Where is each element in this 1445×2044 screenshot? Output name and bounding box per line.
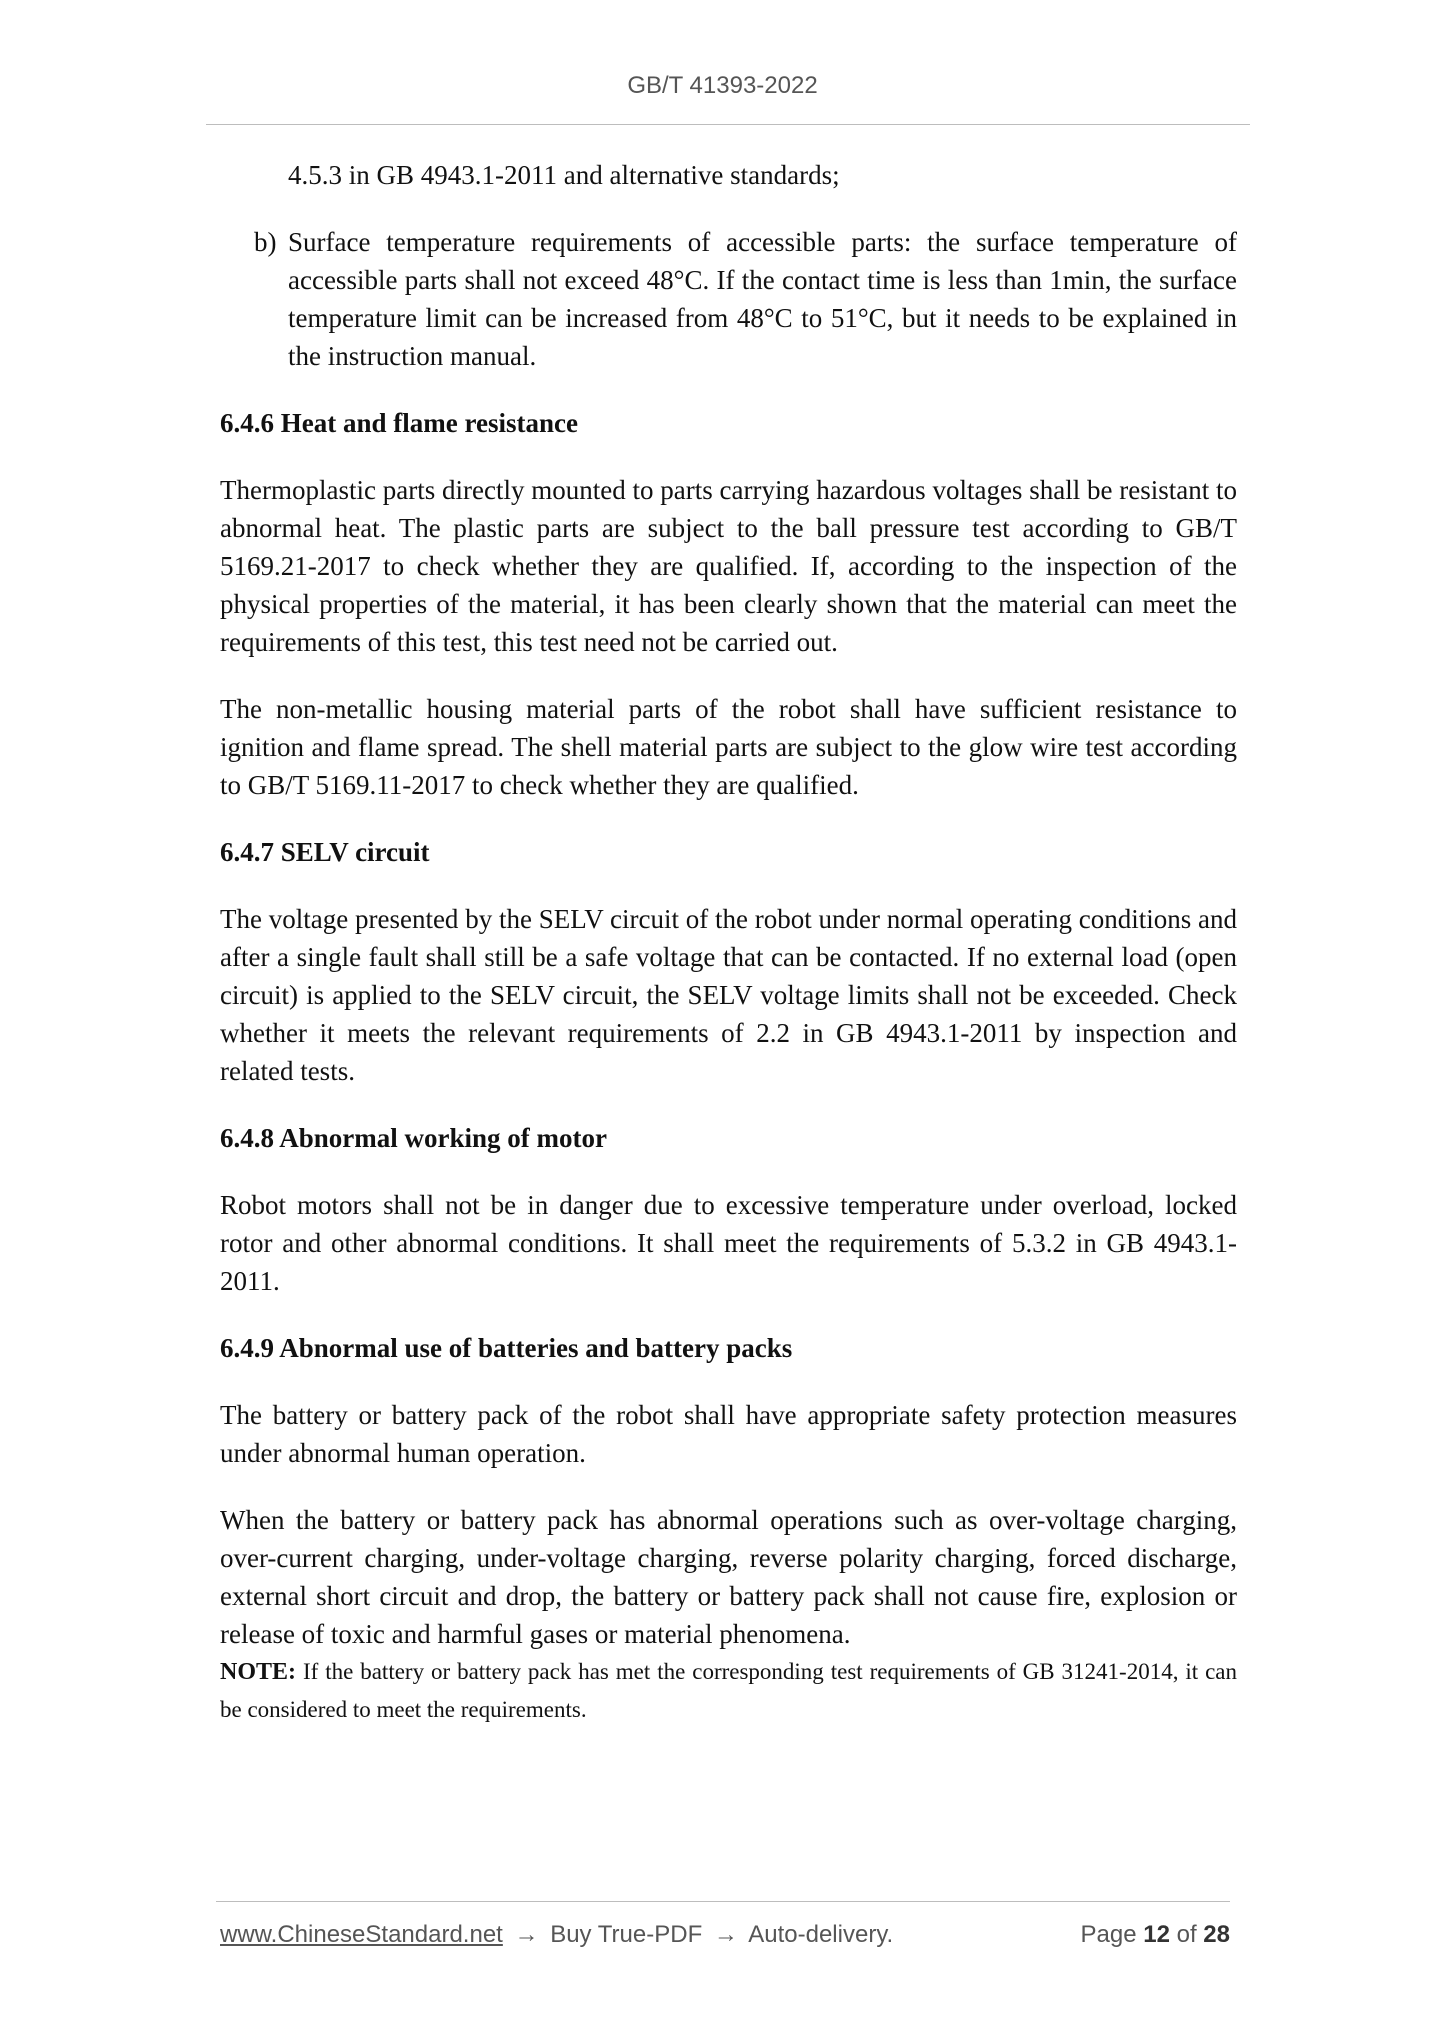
section-6-4-6-paragraph-2: The non-metallic housing material parts of the robot shall have sufficient resistance to ignition and flame spread. The shell material parts are subject to the glow wire test according to GB/T 5169.11-2017 to check whether they are qualified. [220,694,1237,800]
current-page-number: 12 [1143,1921,1170,1948]
section-6-4-9-paragraph-2: When the battery or battery pack has abnormal operations such as over-voltage charging, over-current charging, under-voltage charging, reverse polarity charging, forced discharge, external short circuit and drop, the battery or battery pack shall not cause fire, explosion or release of toxic and harmful gases or material phenomena. [220,1505,1237,1649]
buy-true-pdf-text: Buy True-PDF [550,1921,703,1948]
note-text: If the battery or battery pack has met the corresponding test requirements of GB 31241-2014, it can be considered to meet the requirements. [220,1659,1238,1722]
list-item-a-continuation: 4.5.3 in GB 4943.1-2011 and alternative standards; [288,160,840,190]
arrow-right-icon: → [713,1921,738,1948]
section-6-4-8-heading: 6.4.8 Abnormal working of motor [220,1123,607,1153]
list-item-b-label: b) [254,227,277,257]
section-6-4-9-paragraph-1: The battery or battery pack of the robot shall have appropriate safety protection measures under abnormal human operation. [220,1400,1237,1468]
note-label: NOTE: [220,1659,297,1685]
of-label: of [1176,1921,1197,1948]
section-6-4-7-heading: 6.4.7 SELV circuit [220,837,430,867]
page-indicator [1081,1921,1231,1949]
footer-promo [220,1921,893,1949]
section-6-4-9-heading: 6.4.9 Abnormal use of batteries and battery packs [220,1333,793,1363]
website-link[interactable]: www.ChineseStandard.net [220,1921,503,1948]
header-divider [206,124,1250,125]
page-label: Page [1080,1921,1137,1948]
arrow-right-icon: → [514,1921,539,1948]
footer-divider [216,1901,1230,1902]
list-item-b-text: Surface temperature requirements of accessible parts: the surface temperature of accessible parts shall not exceed 48°C. If the contact time is less than 1min, the surface temperature limit can be increased from 48°C to 51°C, but it needs to be explained in the instruction manual. [288,227,1237,371]
document-body [220,156,1237,1729]
page-footer [220,1921,1230,1961]
section-6-4-8-paragraph-1: Robot motors shall not be in danger due to excessive temperature under overload, locked rotor and other abnormal conditions. It shall meet the requirements of 5.3.2 in GB 4943.1-2011. [220,1190,1237,1296]
document-code-header: GB/T 41393-2022 [627,72,818,99]
total-pages-number: 28 [1203,1921,1230,1948]
section-6-4-7-paragraph-1: The voltage presented by the SELV circuit of the robot under normal operating conditions and after a single fault shall still be a safe voltage that can be contacted. If no external load (open circuit) is applied to the SELV circuit, the SELV voltage limits shall not be exceeded. Check whether it meets the relevant requirements of 2.2 in GB 4943.1-2011 by inspection and related tests. [220,904,1237,1086]
note-block [220,1653,1237,1729]
section-6-4-6-paragraph-1: Thermoplastic parts directly mounted to parts carrying hazardous voltages shall be resistant to abnormal heat. The plastic parts are subject to the ball pressure test according to GB/T 5169.21-2017 to check whether they are qualified. If, according to the inspection of the physical properties of the material, it has been clearly shown that the material can meet the requirements of this test, this test need not be carried out. [220,475,1237,657]
section-6-4-6-heading: 6.4.6 Heat and flame resistance [220,408,578,438]
list-item-b [220,223,1237,375]
auto-delivery-text: Auto-delivery. [748,1921,894,1948]
